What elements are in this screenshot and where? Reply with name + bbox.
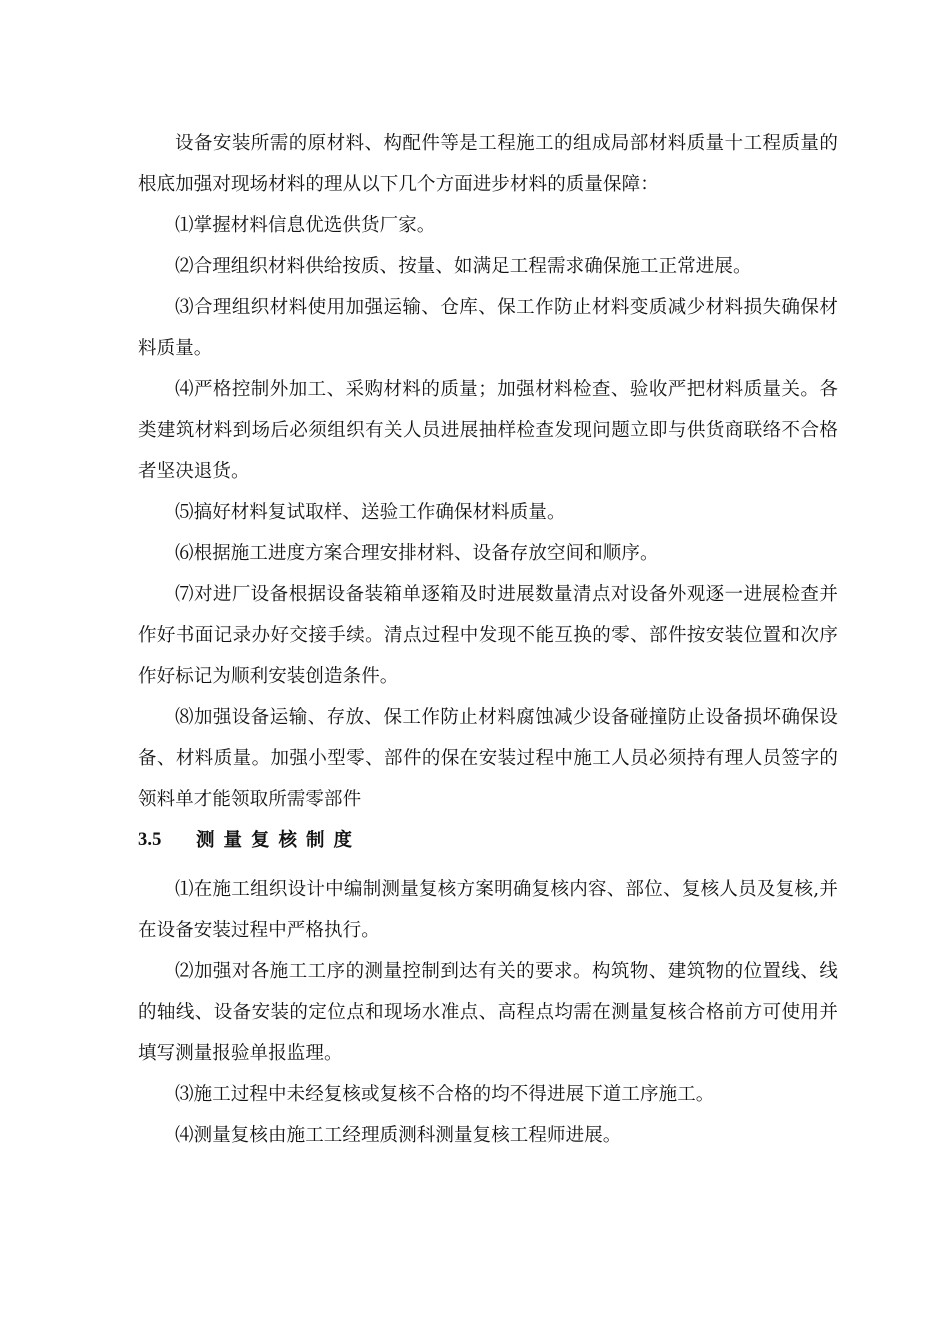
list-item-2: ⑵合理组织材料供给按质、按量、如满足工程需求确保施工正常进展。 (175, 256, 752, 277)
section-item-3: ⑶施工过程中未经复核或复核不合格的均不得进展下道工序施工。 (175, 1084, 715, 1105)
paragraph-intro: 设备安装所需的原材料、构配件等是工程施工的组成局部材料质量十工程质量的根底加强对现场材料的理从以下几个方面进步材料的质量保障： (138, 133, 838, 195)
section-item-1: ⑴在施工组织设计中编制测量复核方案明确复核内容、部位、复核人员及复核,并在设备安装过程中严格执行。 (138, 879, 838, 941)
document-body (138, 123, 838, 1156)
section-item-2: ⑵加强对各施工工序的测量控制到达有关的要求。构筑物、建筑物的位置线、线的轴线、设备安装的定位点和现场水准点、高程点均需在测量复核合格前方可使用并填写测量报验单报监理。 (138, 961, 838, 1064)
list-item-6: ⑹根据施工进度方案合理安排材料、设备存放空间和顺序。 (175, 543, 659, 564)
list-item-7: ⑺对进厂设备根据设备装箱单逐箱及时进展数量清点对设备外观逐一进展检查并作好书面记录办好交接手续。清点过程中发现不能互换的零、部件按安装位置和次序作好标记为顺利安装创造条件。 (138, 584, 838, 687)
section-item-4: ⑷测量复核由施工工经理质测科测量复核工程师进展。 (175, 1125, 622, 1146)
list-item-3: ⑶合理组织材料使用加强运输、仓库、保工作防止材料变质减少材料损失确保材料质量。 (138, 297, 838, 359)
list-item-1: ⑴掌握材料信息优选供货厂家。 (175, 215, 436, 236)
section-title: 测量复核制度 (196, 830, 362, 851)
list-item-8: ⑻加强设备运输、存放、保工作防止材料腐蚀减少设备碰撞防止设备损坏确保设备、材料质量。加强小型零、部件的保在安装过程中施工人员必须持有理人员签字的领料单才能领取所需零部件 (138, 707, 838, 810)
section-number: 3.5 (138, 830, 162, 850)
list-item-5: ⑸搞好材料复试取样、送验工作确保材料质量。 (175, 502, 566, 523)
list-item-4: ⑷严格控制外加工、采购材料的质量；加强材料检查、验收严把材料质量关。各类建筑材料到场后必须组织有关人员进展抽样检查发现问题立即与供货商联络不合格者坚决退货。 (138, 379, 838, 482)
heading-spacer (138, 861, 838, 869)
section-heading (138, 820, 838, 861)
